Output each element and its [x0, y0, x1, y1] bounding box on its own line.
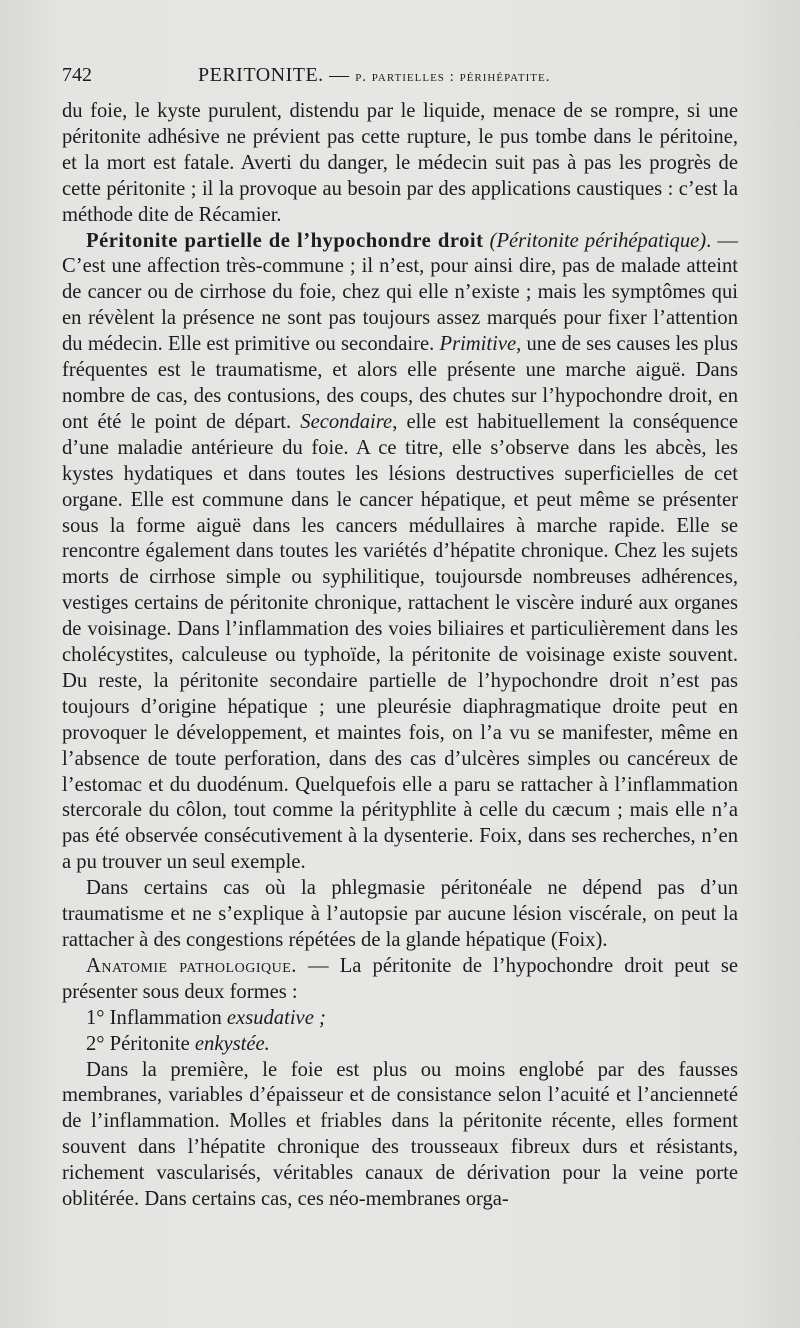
- list-item-term: enkystée.: [194, 1032, 270, 1055]
- page-number: 742: [62, 64, 92, 86]
- subsection-label: Anatomie pathologique.: [86, 954, 297, 977]
- paragraph-congestion: Dans certains cas où la phlegmasie péritonéale ne dépend pas d’un traumatisme et ne s’explique à l’autopsie par aucune lésion viscérale, on peut la rattacher à des congestions répétées de la glande hépatique (Foix).: [62, 877, 738, 951]
- list-item-term: exsudative ;: [226, 1006, 326, 1029]
- subsection-text: — La péritonite de l’hypochondre droit peut se présenter sous deux formes :: [62, 954, 738, 1003]
- paragraph-text-1: . — C’est une affection très-commune ; il n’est, pour ainsi dire, pas de malade atteint de cancer ou de cirrhose du foie, chez qui elle n’existe ; mais les symptômes qui en révèlent la présence ne sont pas toujours assez marqués pour fixer l’attention du médecin. Elle est primitive ou secondaire.: [62, 229, 738, 356]
- paragraph-text-3: , elle est habituellement la conséquence d’une maladie antérieure du foie. A ce titre, elle s’observe dans les abcès, les kystes hydatiques et dans toutes les lésions destructives superficielles de cet organe. Elle est commune dans le cancer hépatique, et peut même se présenter sous la forme aiguë dans les cancers médullaires à marche rapide. Elle se rencontre également dans toutes les variétés d’hépatite chronique. Chez les sujets morts de cirrhose simple ou syphilitique, toujoursde nombreuses adhérences, vestiges certains de péritonite chronique, rattachent le viscère induré aux organes de voisinage. Dans l’inflammation des voies biliaires et particulièrement dans les cholécystites, calculeuse ou typhoïde, la péritonite de voisinage existe souvent. Du reste, la péritonite secondaire partielle de l’hypochondre droit n’est pas toujours d’origine hépatique ; une pleurésie diaphragmatique droite peut en provoquer le développement, et maintes fois, on l’a vu se manifester, même en l’absence de toute perforation, dans des cas d’ulcères simples ou cancéreux de l’estomac et du duodénum. Quelquefois elle a paru se rattacher à l’inflammation stercorale du côlon, tout comme la pérityphlite à celle du cæcum ; mais elle n’a pas été observée consécutivement à la dysenterie. Foix, dans ses recherches, n’en a pu trouver un seul exemple.: [62, 410, 738, 874]
- running-title-main: PERITONITE. —: [198, 64, 350, 86]
- paragraph-text-2: , une de ses causes les plus fréquentes est le traumatisme, et alors elle présente une marche aiguë. Dans nombre de cas, des contusions, des coups, des chutes sur l’hypochondre droit, en ont été le point de départ.: [62, 333, 738, 433]
- running-title: [198, 62, 550, 90]
- list-item-label: 2° Péritonite: [86, 1032, 195, 1055]
- paragraph-perihepatite: [62, 229, 738, 877]
- list-item: [62, 1006, 738, 1032]
- term-secondaire: Secondaire: [300, 410, 393, 433]
- section-alt-name: (Péritonite périhépatique): [489, 229, 707, 252]
- term-primitive: Primitive: [439, 333, 517, 356]
- section-heading: Péritonite partielle de l’hypochondre droit: [86, 229, 484, 252]
- list-item-label: 1° Inflammation: [86, 1006, 227, 1029]
- paragraph-continuation: du foie, le kyste purulent, distendu par le liquide, menace de se rompre, si une péritonite adhésive ne prévient pas cette rupture, le pus tombe dans le péritoine, et la mort est fatale. Averti du danger, le médecin suit pas à pas les progrès de cette péritonite ; il la provoque au besoin par des applications caustiques : c’est la méthode dite de Récamier.: [62, 100, 738, 226]
- paragraph-anatomie: [62, 954, 738, 1006]
- list-item: [62, 1032, 738, 1058]
- body-text: [62, 99, 738, 1213]
- paragraph-premiere-forme: Dans la première, le foie est plus ou moins englobé par des fausses membranes, variables d’épaisseur et de consistance selon l’acuité et l’ancienneté de l’inflammation. Molles et friables dans la péritonite récente, elles forment souvent dans l’hépatite chronique des trousseaux fibreux durs et résistants, richement vascularisés, véritables canaux de dérivation pour la veine porte oblitérée. Dans certains cas, ces néo-membranes orga-: [62, 1058, 738, 1211]
- running-title-sub: p. partielles : périhépatite.: [355, 69, 551, 85]
